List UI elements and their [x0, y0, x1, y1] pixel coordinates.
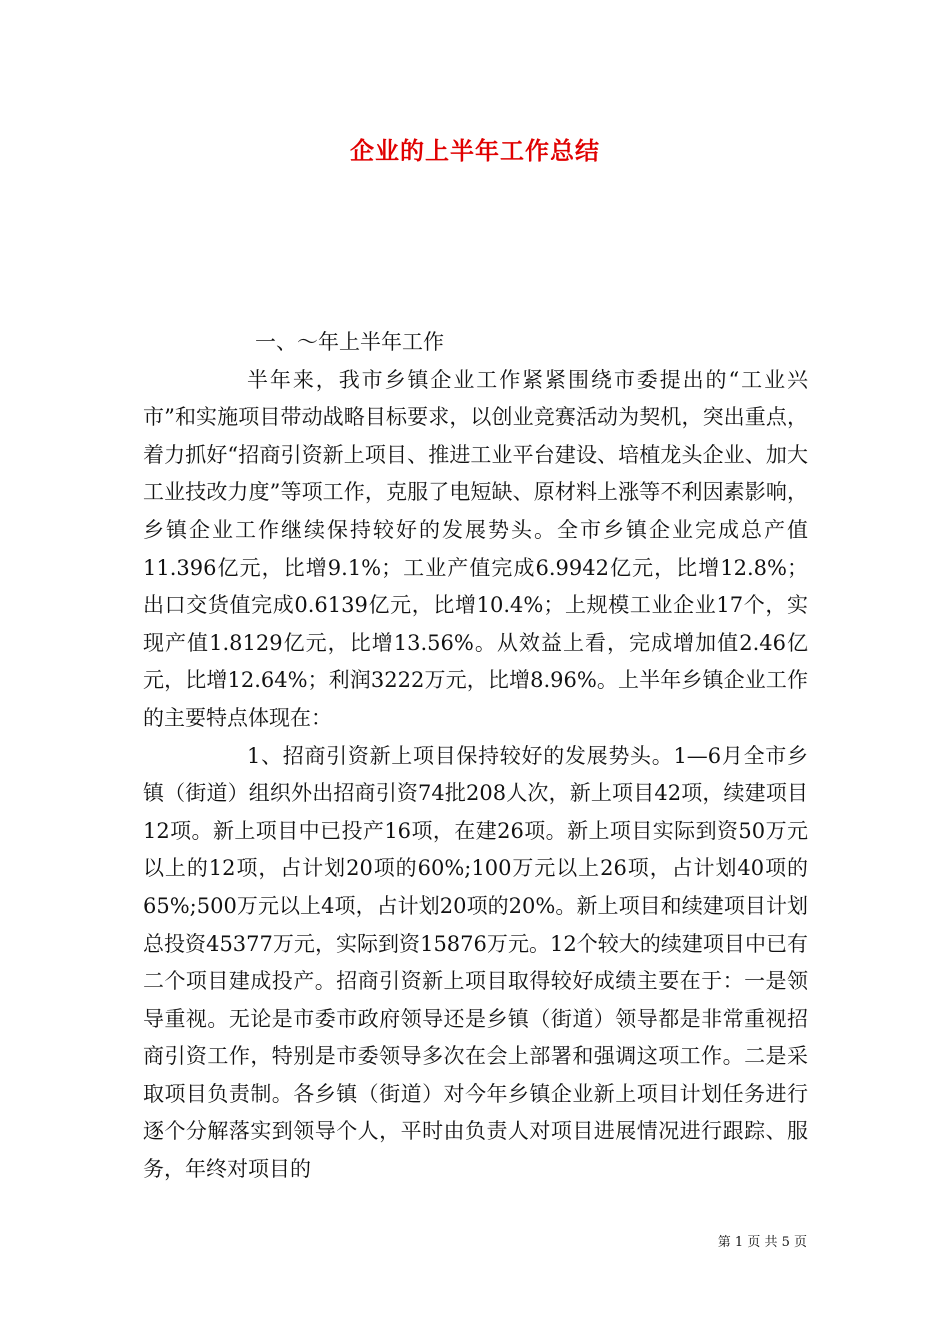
paragraph-investment: 1、招商引资新上项目保持较好的发展势头。1—6月全市乡镇（街道）组织外出招商引资74批208人次，新上项目42项，续建项目12项。新上项目中已投产16项，在建26项。新上项目实际到资50万元以上的12项，占计划20项的60%;100万元以上26项，占计划40项的65%;500万元以上4项，占计划20项的20%。新上项目和续建项目计划总投资45377万元，实际到资15876万元。12个较大的续建项目中已有二个项目建成投产。招商引资新上项目取得较好成绩主要在于：一是领导重视。无论是市委市政府领导还是乡镇（街道）领导都是非常重视招商引资工作，特别是市委领导多次在会上部署和强调这项工作。二是采取项目负责制。各乡镇（街道）对今年乡镇企业新上项目计划任务进行逐个分解落实到领导个人，平时由负责人对项目进展情况进行跟踪、服务，年终对项目的: [143, 743, 808, 1182]
page-number-footer: 第 1 页 共 5 页: [717, 1235, 807, 1250]
document-body: [143, 324, 808, 1189]
document-title: 企业的上半年工作总结: [350, 136, 600, 165]
section-heading: 一、～年上半年工作: [255, 330, 444, 354]
paragraph-summary: 半年来，我市乡镇企业工作紧紧围绕市委提出的“工业兴市”和实施项目带动战略目标要求，以创业竞赛活动为契机，突出重点，着力抓好“招商引资新上项目、推进工业平台建设、培植龙头企业、加大工业技改力度”等项工作，克服了电短缺、原材料上涨等不利因素影响，乡镇企业工作继续保持较好的发展势头。全市乡镇企业完成总产值11.396亿元，比增9.1%；工业产值完成6.9942亿元，比增12.8%；出口交货值完成0.6139亿元，比增10.4%；上规模工业企业17个，实现产值1.8129亿元，比增13.56%。从效益上看，完成增加值2.46亿元，比增12.64%；利润3222万元，比增8.96%。上半年乡镇企业工作的主要特点体现在：: [143, 367, 808, 730]
